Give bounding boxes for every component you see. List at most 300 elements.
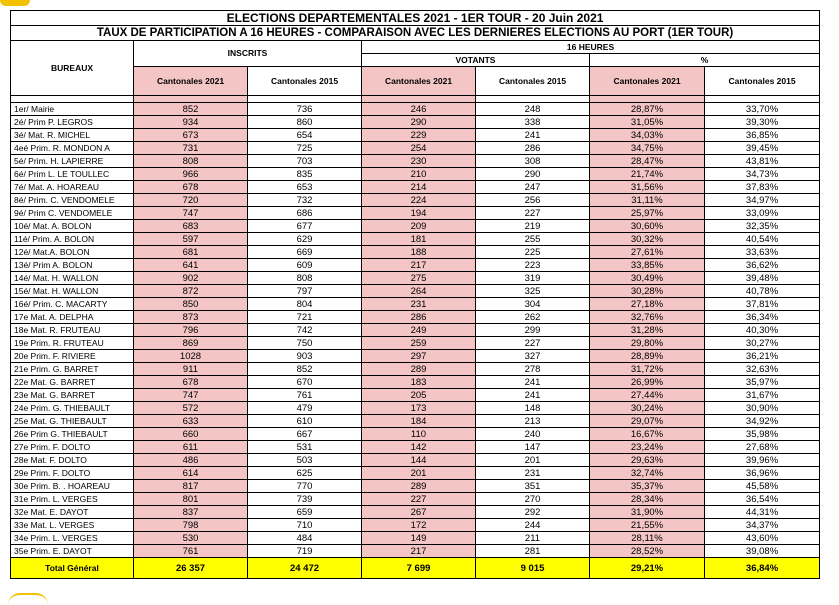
cell-v15: 262 xyxy=(476,311,590,324)
cell-p21: 29,80% xyxy=(590,337,705,350)
cell-p15: 27,68% xyxy=(705,441,820,454)
cell-i15: 739 xyxy=(248,493,362,506)
cell-i21: 801 xyxy=(134,493,248,506)
cell-i15: 670 xyxy=(248,376,362,389)
cell-i15: 653 xyxy=(248,181,362,194)
col-votants-2015: Cantonales 2015 xyxy=(476,67,590,96)
cell-p15: 40,54% xyxy=(705,233,820,246)
cell-i15: 719 xyxy=(248,545,362,558)
cell-p21: 31,28% xyxy=(590,324,705,337)
bureau-name: 28e Mat. F. DOLTO xyxy=(11,454,134,467)
cell-v15: 240 xyxy=(476,428,590,441)
cell-p21: 30,60% xyxy=(590,220,705,233)
cell-p21: 32,76% xyxy=(590,311,705,324)
table-row xyxy=(11,155,820,168)
cell-v21: 297 xyxy=(362,350,476,363)
cell-p15: 34,97% xyxy=(705,194,820,207)
table-row xyxy=(11,428,820,441)
cell-i15: 732 xyxy=(248,194,362,207)
cell-p15: 39,48% xyxy=(705,272,820,285)
cell-i21: 852 xyxy=(134,103,248,116)
cell-i15: 742 xyxy=(248,324,362,337)
total-label: Total Général xyxy=(11,558,134,579)
cell-p21: 26,99% xyxy=(590,376,705,389)
cell-p15: 43,81% xyxy=(705,155,820,168)
table-row xyxy=(11,376,820,389)
cell-v15: 241 xyxy=(476,376,590,389)
cell-i15: 736 xyxy=(248,103,362,116)
cell-i21: 731 xyxy=(134,142,248,155)
cell-v21: 249 xyxy=(362,324,476,337)
table-row xyxy=(11,493,820,506)
cell-v15: 256 xyxy=(476,194,590,207)
cell-v21: 259 xyxy=(362,337,476,350)
cell-p15: 33,09% xyxy=(705,207,820,220)
bureau-name: 21e Prim. G. BARRET xyxy=(11,363,134,376)
cell-i21: 747 xyxy=(134,207,248,220)
hours-header: 16 HEURES xyxy=(362,41,820,54)
page-title: ELECTIONS DEPARTEMENTALES 2021 - 1ER TOUR - 20 Juin 2021 xyxy=(11,11,820,26)
bureau-name: 14é/ Mat. H. WALLON xyxy=(11,272,134,285)
cell-v21: 275 xyxy=(362,272,476,285)
cell-i21: 678 xyxy=(134,181,248,194)
table-row xyxy=(11,233,820,246)
cell-v21: 231 xyxy=(362,298,476,311)
cell-i15: 750 xyxy=(248,337,362,350)
cell-i15: 659 xyxy=(248,506,362,519)
cell-v21: 230 xyxy=(362,155,476,168)
cell-i21: 850 xyxy=(134,298,248,311)
table-row xyxy=(11,142,820,155)
bureau-name: 10é/ Mat. A. BOLON xyxy=(11,220,134,233)
cell-p15: 35,98% xyxy=(705,428,820,441)
cell-i21: 486 xyxy=(134,454,248,467)
cell-i21: 720 xyxy=(134,194,248,207)
table-row xyxy=(11,168,820,181)
cell-p21: 29,63% xyxy=(590,454,705,467)
cell-i21: 683 xyxy=(134,220,248,233)
table-row xyxy=(11,181,820,194)
cell-p21: 27,18% xyxy=(590,298,705,311)
table-row xyxy=(11,285,820,298)
cell-p21: 31,11% xyxy=(590,194,705,207)
cell-i15: 710 xyxy=(248,519,362,532)
cell-v15: 213 xyxy=(476,415,590,428)
cell-p15: 39,08% xyxy=(705,545,820,558)
percent-header: % xyxy=(590,54,820,67)
cell-p15: 34,37% xyxy=(705,519,820,532)
cell-v21: 183 xyxy=(362,376,476,389)
cell-v21: 173 xyxy=(362,402,476,415)
cell-p15: 39,96% xyxy=(705,454,820,467)
cell-p15: 30,27% xyxy=(705,337,820,350)
col-percent-2015: Cantonales 2015 xyxy=(705,67,820,96)
table-row xyxy=(11,311,820,324)
cell-v21: 217 xyxy=(362,545,476,558)
cell-v21: 209 xyxy=(362,220,476,233)
bureau-name: 5é/ Prim. H. LAPIERRE xyxy=(11,155,134,168)
table-row xyxy=(11,272,820,285)
cell-v21: 289 xyxy=(362,363,476,376)
cell-v15: 286 xyxy=(476,142,590,155)
cell-i21: 747 xyxy=(134,389,248,402)
cell-p21: 30,24% xyxy=(590,402,705,415)
cell-v15: 319 xyxy=(476,272,590,285)
cell-v15: 270 xyxy=(476,493,590,506)
cell-v15: 299 xyxy=(476,324,590,337)
cell-p15: 34,73% xyxy=(705,168,820,181)
cell-p15: 36,34% xyxy=(705,311,820,324)
table-row xyxy=(11,220,820,233)
cell-v15: 290 xyxy=(476,168,590,181)
cell-v21: 142 xyxy=(362,441,476,454)
cell-p15: 32,35% xyxy=(705,220,820,233)
cell-i15: 852 xyxy=(248,363,362,376)
cell-v15: 241 xyxy=(476,389,590,402)
cell-v15: 304 xyxy=(476,298,590,311)
table-row xyxy=(11,103,820,116)
bureau-name: 30e Prim. B. . HOAREAU xyxy=(11,480,134,493)
cell-v15: 247 xyxy=(476,181,590,194)
cell-i21: 798 xyxy=(134,519,248,532)
bureau-name: 27e Prim. F. DOLTO xyxy=(11,441,134,454)
cell-i15: 625 xyxy=(248,467,362,480)
table-row xyxy=(11,337,820,350)
table-row xyxy=(11,545,820,558)
cell-p15: 32,63% xyxy=(705,363,820,376)
cell-p21: 33,85% xyxy=(590,259,705,272)
cell-i21: 872 xyxy=(134,285,248,298)
cell-p21: 28,89% xyxy=(590,350,705,363)
cell-v15: 223 xyxy=(476,259,590,272)
cell-v15: 248 xyxy=(476,103,590,116)
cell-p21: 21,55% xyxy=(590,519,705,532)
cell-p21: 32,74% xyxy=(590,467,705,480)
bureau-name: 12é/ Mat.A. BOLON xyxy=(11,246,134,259)
cell-p15: 43,60% xyxy=(705,532,820,545)
cell-v15: 211 xyxy=(476,532,590,545)
col-inscrits-2021: Cantonales 2021 xyxy=(134,67,248,96)
cell-v21: 289 xyxy=(362,480,476,493)
cell-i15: 860 xyxy=(248,116,362,129)
bureau-name: 34e Prim. L. VERGES xyxy=(11,532,134,545)
bureau-name: 16é/ Prim. C. MACARTY xyxy=(11,298,134,311)
cell-p15: 39,30% xyxy=(705,116,820,129)
cell-i15: 903 xyxy=(248,350,362,363)
cell-p21: 28,52% xyxy=(590,545,705,558)
cell-p15: 36,62% xyxy=(705,259,820,272)
cell-p21: 34,03% xyxy=(590,129,705,142)
bureau-name: 25e Mat. G. THIEBAULT xyxy=(11,415,134,428)
bureau-name: 2é/ Prim P. LEGROS xyxy=(11,116,134,129)
cell-i15: 835 xyxy=(248,168,362,181)
table-row xyxy=(11,480,820,493)
cell-i21: 761 xyxy=(134,545,248,558)
bureau-name: 9é/ Prim C. VENDOMELE xyxy=(11,207,134,220)
cell-v21: 267 xyxy=(362,506,476,519)
cell-p21: 35,37% xyxy=(590,480,705,493)
cell-i21: 1028 xyxy=(134,350,248,363)
cell-v15: 292 xyxy=(476,506,590,519)
cell-v15: 278 xyxy=(476,363,590,376)
cell-v15: 148 xyxy=(476,402,590,415)
col-votants-2021: Cantonales 2021 xyxy=(362,67,476,96)
cell-i21: 673 xyxy=(134,129,248,142)
table-row xyxy=(11,207,820,220)
cell-i15: 725 xyxy=(248,142,362,155)
cell-v21: 172 xyxy=(362,519,476,532)
cell-v15: 281 xyxy=(476,545,590,558)
cell-v15: 255 xyxy=(476,233,590,246)
cell-p21: 21,74% xyxy=(590,168,705,181)
logo-fragment-bottom xyxy=(8,593,48,605)
cell-i21: 641 xyxy=(134,259,248,272)
cell-p21: 28,47% xyxy=(590,155,705,168)
cell-v15: 147 xyxy=(476,441,590,454)
cell-i15: 479 xyxy=(248,402,362,415)
table-row xyxy=(11,129,820,142)
cell-p21: 28,87% xyxy=(590,103,705,116)
bureau-name: 24e Prim. G. THIEBAULT xyxy=(11,402,134,415)
cell-v21: 184 xyxy=(362,415,476,428)
cell-p15: 35,97% xyxy=(705,376,820,389)
cell-p21: 23,24% xyxy=(590,441,705,454)
cell-v21: 214 xyxy=(362,181,476,194)
cell-v21: 205 xyxy=(362,389,476,402)
bureau-name: 6é/ Prim L. LE TOULLEC xyxy=(11,168,134,181)
cell-p15: 40,30% xyxy=(705,324,820,337)
cell-p15: 40,78% xyxy=(705,285,820,298)
cell-v21: 286 xyxy=(362,311,476,324)
cell-p15: 30,90% xyxy=(705,402,820,415)
table-row xyxy=(11,246,820,259)
bureau-name: 31e Prim. L. VERGES xyxy=(11,493,134,506)
table-row xyxy=(11,389,820,402)
cell-v21: 229 xyxy=(362,129,476,142)
bureau-name: 22e Mat. G. BARRET xyxy=(11,376,134,389)
table-row xyxy=(11,324,820,337)
cell-i15: 808 xyxy=(248,272,362,285)
votants-header: VOTANTS xyxy=(362,54,590,67)
table-row xyxy=(11,454,820,467)
table-row xyxy=(11,402,820,415)
cell-p21: 31,72% xyxy=(590,363,705,376)
cell-v15: 219 xyxy=(476,220,590,233)
bureau-name: 4eé Prim. R. MONDON A xyxy=(11,142,134,155)
cell-p15: 36,21% xyxy=(705,350,820,363)
cell-p21: 28,11% xyxy=(590,532,705,545)
cell-i21: 911 xyxy=(134,363,248,376)
cell-i15: 721 xyxy=(248,311,362,324)
cell-i15: 667 xyxy=(248,428,362,441)
cell-i15: 531 xyxy=(248,441,362,454)
cell-i21: 681 xyxy=(134,246,248,259)
table-row xyxy=(11,532,820,545)
total-p15: 36,84% xyxy=(705,558,820,579)
cell-p15: 31,67% xyxy=(705,389,820,402)
cell-v15: 241 xyxy=(476,129,590,142)
cell-p15: 34,92% xyxy=(705,415,820,428)
cell-v21: 254 xyxy=(362,142,476,155)
spacer-row xyxy=(11,96,820,103)
bureau-name: 11é/ Prim. A. BOLON xyxy=(11,233,134,246)
cell-i21: 660 xyxy=(134,428,248,441)
bureau-name: 32e Mat. E. DAYOT xyxy=(11,506,134,519)
cell-i21: 902 xyxy=(134,272,248,285)
table-row xyxy=(11,259,820,272)
cell-p15: 39,45% xyxy=(705,142,820,155)
bureau-name: 19e Prim. R. FRUTEAU xyxy=(11,337,134,350)
cell-i21: 614 xyxy=(134,467,248,480)
cell-p21: 31,05% xyxy=(590,116,705,129)
total-i15: 24 472 xyxy=(248,558,362,579)
cell-v15: 338 xyxy=(476,116,590,129)
cell-v21: 264 xyxy=(362,285,476,298)
bureau-name: 35e Prim. E. DAYOT xyxy=(11,545,134,558)
cell-v21: 217 xyxy=(362,259,476,272)
bureau-name: 17e Mat. A. DELPHA xyxy=(11,311,134,324)
cell-v21: 149 xyxy=(362,532,476,545)
table-row xyxy=(11,415,820,428)
cell-v21: 290 xyxy=(362,116,476,129)
cell-p21: 25,97% xyxy=(590,207,705,220)
cell-v15: 327 xyxy=(476,350,590,363)
cell-p21: 30,32% xyxy=(590,233,705,246)
cell-v21: 110 xyxy=(362,428,476,441)
bureau-name: 26e Prim G. THIEBAULT xyxy=(11,428,134,441)
cell-p15: 36,54% xyxy=(705,493,820,506)
logo-fragment-top xyxy=(0,0,30,6)
table-row xyxy=(11,441,820,454)
bureau-name: 15é/ Mat. H. WALLON xyxy=(11,285,134,298)
cell-p21: 31,56% xyxy=(590,181,705,194)
table-row xyxy=(11,194,820,207)
cell-v15: 225 xyxy=(476,246,590,259)
bureau-name: 7é/ Mat. A. HOAREAU xyxy=(11,181,134,194)
cell-p21: 29,07% xyxy=(590,415,705,428)
cell-i21: 966 xyxy=(134,168,248,181)
cell-v15: 325 xyxy=(476,285,590,298)
cell-p15: 44,31% xyxy=(705,506,820,519)
total-i21: 26 357 xyxy=(134,558,248,579)
total-row xyxy=(11,558,820,579)
cell-i21: 572 xyxy=(134,402,248,415)
bureau-name: 18e Mat. R. FRUTEAU xyxy=(11,324,134,337)
cell-v21: 144 xyxy=(362,454,476,467)
bureau-name: 23e Mat. G. BARRET xyxy=(11,389,134,402)
total-v21: 7 699 xyxy=(362,558,476,579)
cell-i15: 703 xyxy=(248,155,362,168)
cell-p15: 33,63% xyxy=(705,246,820,259)
bureaux-header: BUREAUX xyxy=(11,41,134,96)
table-row xyxy=(11,519,820,532)
cell-i21: 597 xyxy=(134,233,248,246)
cell-i15: 797 xyxy=(248,285,362,298)
cell-i21: 633 xyxy=(134,415,248,428)
cell-v15: 351 xyxy=(476,480,590,493)
cell-i21: 873 xyxy=(134,311,248,324)
cell-i15: 686 xyxy=(248,207,362,220)
cell-i15: 770 xyxy=(248,480,362,493)
total-p21: 29,21% xyxy=(590,558,705,579)
cell-i21: 869 xyxy=(134,337,248,350)
cell-v15: 227 xyxy=(476,337,590,350)
cell-v21: 181 xyxy=(362,233,476,246)
cell-i15: 609 xyxy=(248,259,362,272)
table-row xyxy=(11,298,820,311)
cell-i15: 503 xyxy=(248,454,362,467)
cell-i21: 934 xyxy=(134,116,248,129)
cell-i15: 761 xyxy=(248,389,362,402)
cell-i15: 804 xyxy=(248,298,362,311)
total-v15: 9 015 xyxy=(476,558,590,579)
cell-v21: 194 xyxy=(362,207,476,220)
cell-i15: 677 xyxy=(248,220,362,233)
cell-p21: 31,90% xyxy=(590,506,705,519)
cell-i15: 484 xyxy=(248,532,362,545)
bureau-name: 29e Prim. F. DOLTO xyxy=(11,467,134,480)
cell-p15: 36,96% xyxy=(705,467,820,480)
cell-p21: 30,49% xyxy=(590,272,705,285)
cell-v15: 308 xyxy=(476,155,590,168)
cell-v15: 244 xyxy=(476,519,590,532)
bureau-name: 1er/ Mairie xyxy=(11,103,134,116)
cell-v15: 231 xyxy=(476,467,590,480)
cell-i15: 654 xyxy=(248,129,362,142)
cell-p21: 34,75% xyxy=(590,142,705,155)
cell-v21: 188 xyxy=(362,246,476,259)
cell-v15: 201 xyxy=(476,454,590,467)
cell-v21: 224 xyxy=(362,194,476,207)
cell-v21: 201 xyxy=(362,467,476,480)
cell-i21: 808 xyxy=(134,155,248,168)
cell-i21: 817 xyxy=(134,480,248,493)
bureau-name: 13é/ Prim A. BOLON xyxy=(11,259,134,272)
cell-v21: 210 xyxy=(362,168,476,181)
bureau-name: 33e Mat. L. VERGES xyxy=(11,519,134,532)
cell-i21: 530 xyxy=(134,532,248,545)
cell-i15: 669 xyxy=(248,246,362,259)
table-row xyxy=(11,506,820,519)
cell-i15: 610 xyxy=(248,415,362,428)
cell-p15: 33,70% xyxy=(705,103,820,116)
table-row xyxy=(11,363,820,376)
bureau-name: 3é/ Mat. R. MICHEL xyxy=(11,129,134,142)
cell-i21: 678 xyxy=(134,376,248,389)
cell-p21: 30,28% xyxy=(590,285,705,298)
cell-p15: 36,85% xyxy=(705,129,820,142)
participation-table xyxy=(10,10,820,579)
cell-i21: 837 xyxy=(134,506,248,519)
table-row xyxy=(11,467,820,480)
cell-p21: 27,44% xyxy=(590,389,705,402)
cell-v21: 246 xyxy=(362,103,476,116)
bureau-name: 20e Prim. F. RIVIERE xyxy=(11,350,134,363)
page-subtitle: TAUX DE PARTICIPATION A 16 HEURES - COMPARAISON AVEC LES DERNIERES ELECTIONS AU PORT (1ER TOUR) xyxy=(11,26,820,41)
cell-p21: 27,61% xyxy=(590,246,705,259)
cell-p15: 37,83% xyxy=(705,181,820,194)
cell-p21: 16,67% xyxy=(590,428,705,441)
inscrits-header: INSCRITS xyxy=(134,41,362,67)
cell-i15: 629 xyxy=(248,233,362,246)
table-row xyxy=(11,350,820,363)
cell-p15: 45,58% xyxy=(705,480,820,493)
bureau-name: 8é/ Prim. C. VENDOMELE xyxy=(11,194,134,207)
table-row xyxy=(11,116,820,129)
cell-v15: 227 xyxy=(476,207,590,220)
col-inscrits-2015: Cantonales 2015 xyxy=(248,67,362,96)
col-percent-2021: Cantonales 2021 xyxy=(590,67,705,96)
